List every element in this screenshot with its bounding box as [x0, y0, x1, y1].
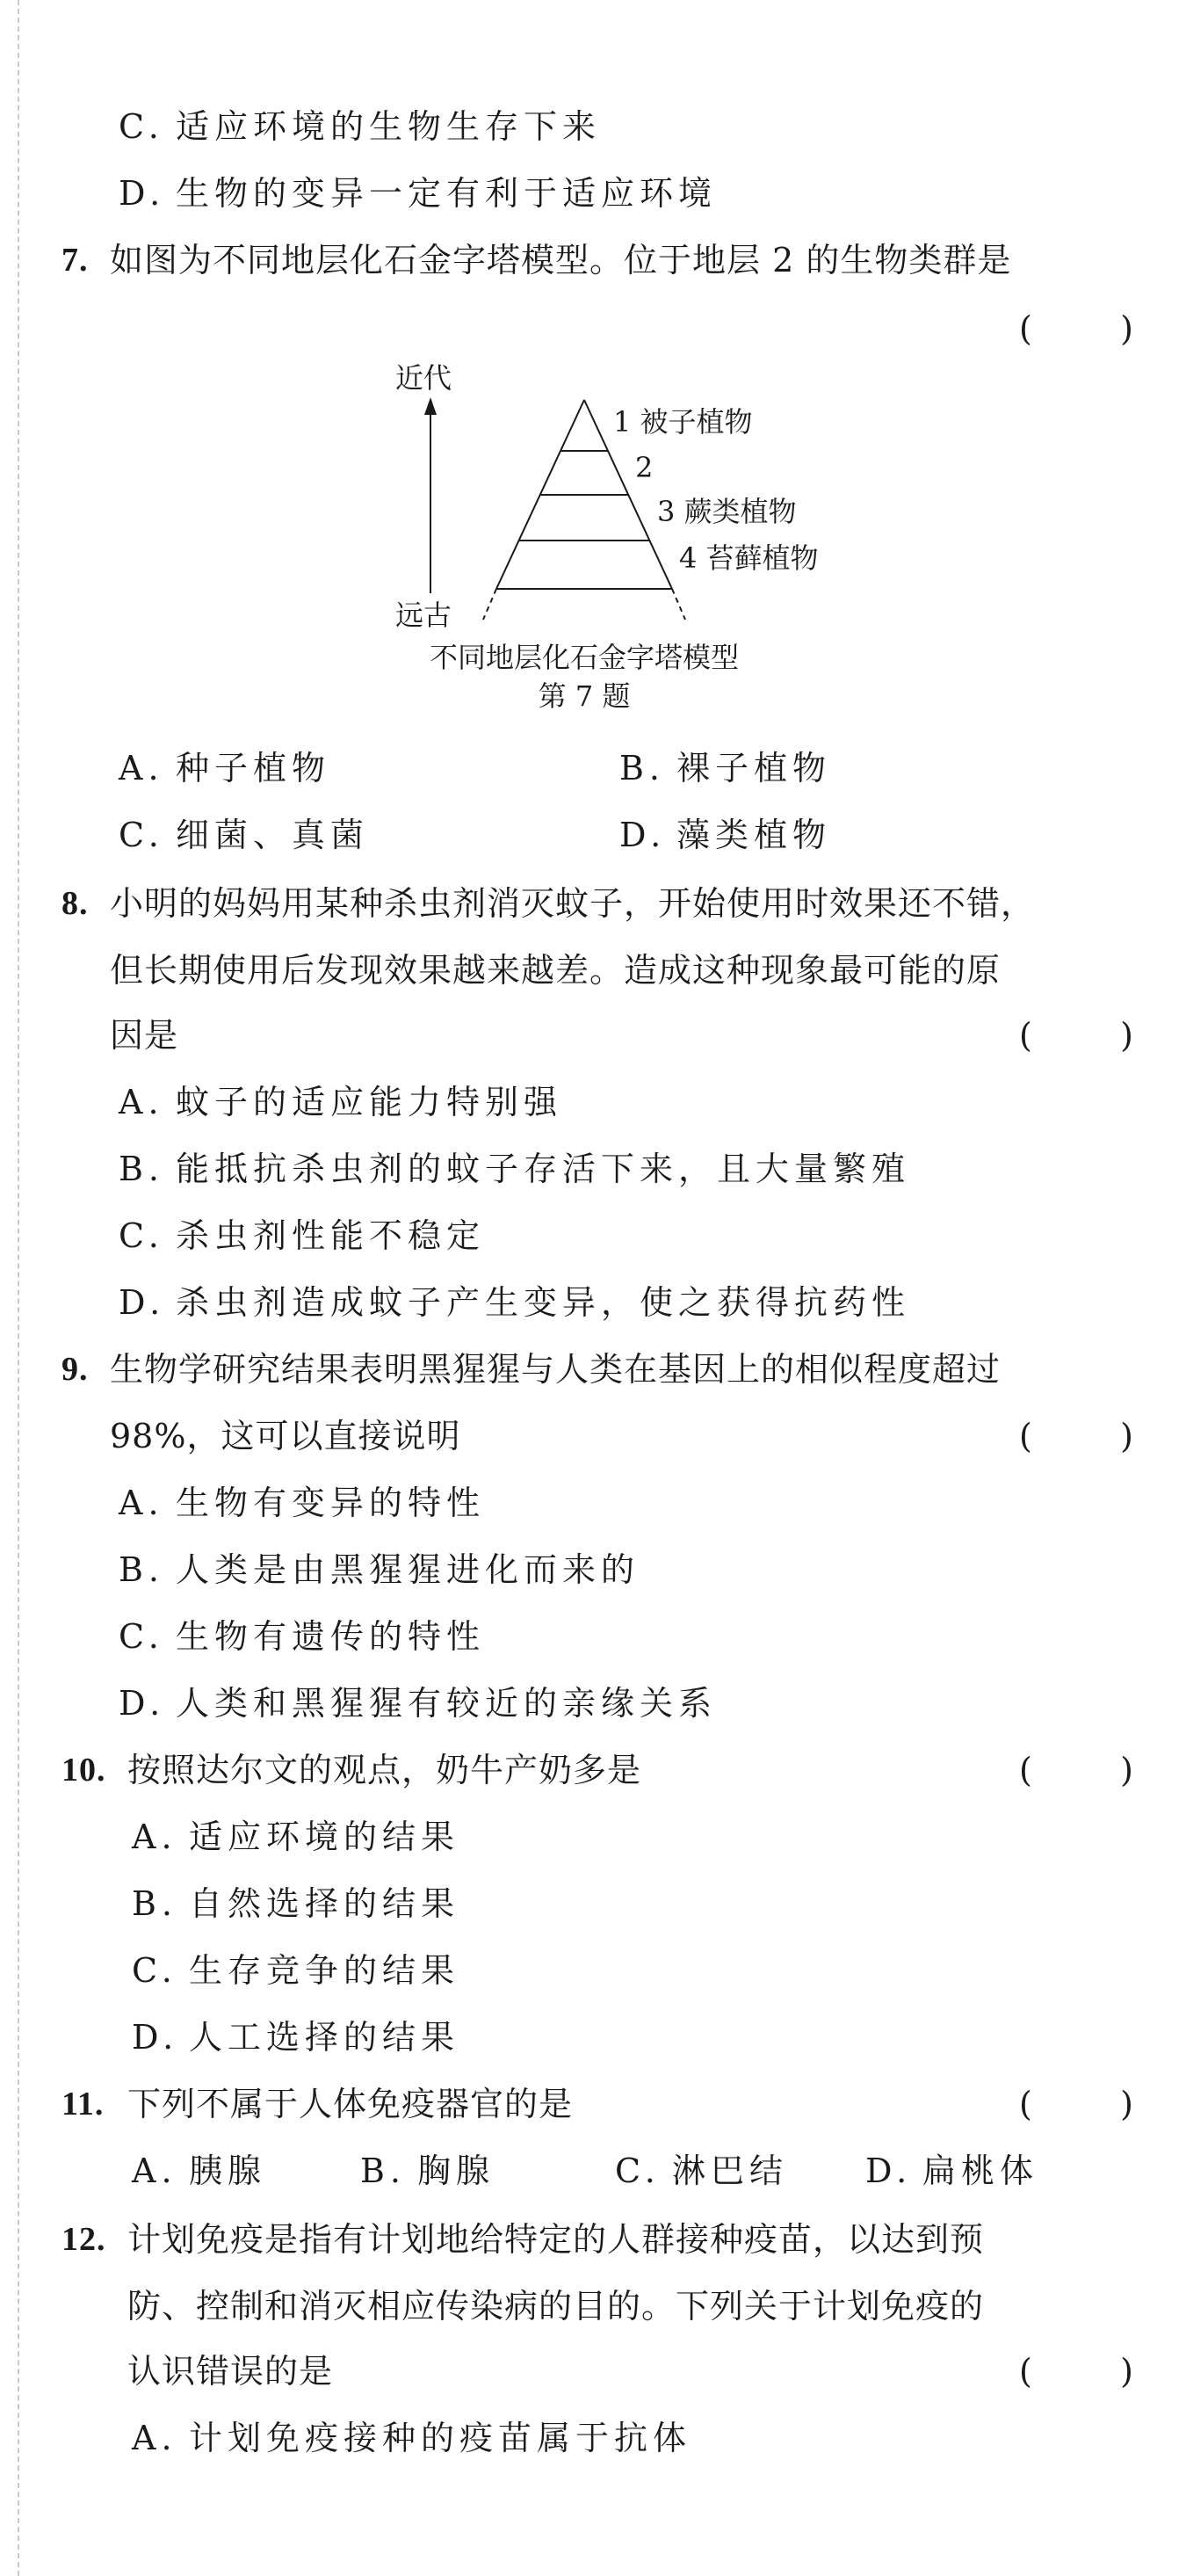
question-text: 防、控制和消灭相应传染病的目的。下列关于计划免疫的	[127, 2287, 985, 2326]
option-text: 种子植物	[176, 749, 331, 787]
q11-answer-blank[interactable]	[1019, 2081, 1133, 2127]
figure-layer-2-label: 2	[635, 451, 654, 484]
option-letter: B.	[132, 1884, 178, 1923]
option-text: 生存竞争的结果	[189, 1951, 460, 1990]
q7-answer-blank[interactable]	[1019, 306, 1133, 352]
option-text: 蚊子的适应能力特别强	[176, 1083, 563, 1121]
question-text: 但长期使用后发现效果越来越差。造成这种现象最可能的原	[110, 951, 1002, 990]
option-letter: A.	[132, 1818, 177, 1856]
question-text: 生物学研究结果表明黑猩猩与人类在基因上的相似程度超过	[110, 1350, 1002, 1389]
option-text: 裸子植物	[676, 749, 832, 787]
option-text: 胰腺	[189, 2152, 267, 2190]
question-number: 10.	[61, 1752, 106, 1789]
option-text: 生物的变异一定有利于适应环境	[176, 174, 718, 213]
question-text: 98%，这可以直接说明	[110, 1417, 461, 1455]
fossil-pyramid-figure	[387, 360, 826, 729]
option-letter: D.	[119, 1684, 166, 1723]
option-letter: C.	[119, 1216, 164, 1255]
option-letter: D.	[619, 816, 667, 854]
figure-layer-1-label: 1 被子植物	[613, 405, 753, 439]
option-text: 人类和黑猩猩有较近的亲缘关系	[176, 1684, 718, 1723]
option-text: 人工选择的结果	[189, 2018, 460, 2057]
option-letter: A.	[132, 2152, 177, 2190]
question-text: 计划免疫是指有计划地给特定的人群接种疫苗，以达到预	[127, 2220, 985, 2259]
option-letter: D.	[865, 2152, 913, 2190]
paren-close: )	[1120, 309, 1133, 348]
option-text: 细菌、真菌	[176, 816, 370, 854]
option-text: 能抵抗杀虫剂的蚊子存活下来，且大量繁殖	[176, 1150, 911, 1188]
question-text: 因是	[110, 1016, 179, 1055]
figure-title: 不同地层化石金字塔模型	[429, 641, 739, 674]
paren-close: )	[1120, 2085, 1133, 2123]
option-text: 自然选择的结果	[189, 1884, 460, 1923]
option-text: 人类是由黑猩猩进化而来的	[176, 1550, 640, 1589]
question-number: 11.	[61, 2086, 105, 2122]
option-letter: C.	[119, 1617, 164, 1656]
paren-open: (	[1019, 309, 1032, 348]
figure-layer-4-label: 4 苔藓植物	[679, 541, 819, 575]
paren-close: )	[1120, 1417, 1133, 1455]
q9-answer-blank[interactable]	[1019, 1413, 1133, 1459]
option-letter: C.	[119, 816, 164, 854]
paren-open: (	[1019, 2352, 1032, 2391]
option-text: 扁桃体	[922, 2152, 1039, 2190]
option-letter: A.	[119, 749, 164, 787]
paren-close: )	[1120, 1751, 1133, 1789]
q10-answer-blank[interactable]	[1019, 1747, 1133, 1793]
option-text: 计划免疫接种的疫苗属于抗体	[189, 2419, 692, 2457]
paren-open: (	[1019, 2085, 1032, 2123]
question-number: 12.	[61, 2221, 106, 2258]
paren-open: (	[1019, 1016, 1032, 1055]
question-text: 小明的妈妈用某种杀虫剂消灭蚊子，开始使用时效果还不错，	[110, 884, 1036, 923]
option-text: 杀虫剂性能不稳定	[176, 1216, 486, 1255]
option-letter: C.	[132, 1951, 177, 1990]
option-letter: D.	[119, 174, 166, 213]
option-letter: B.	[119, 1150, 165, 1188]
option-letter: D.	[132, 2018, 179, 2057]
option-letter: B.	[619, 749, 666, 787]
q12-answer-blank[interactable]	[1019, 2348, 1133, 2394]
figure-caption: 第 7 题	[538, 679, 631, 713]
pyramid-left-dashed	[483, 589, 496, 620]
figure-layer-3-label: 3 蕨类植物	[657, 495, 797, 528]
figure-label-ancient: 远古	[395, 599, 452, 632]
option-letter: A.	[132, 2419, 177, 2457]
question-text: 认识错误的是	[127, 2352, 334, 2391]
option-text: 淋巴结	[672, 2152, 789, 2190]
option-text: 胸腺	[417, 2152, 495, 2190]
arrow-head-icon	[424, 397, 437, 415]
option-text: 生物有变异的特性	[176, 1484, 486, 1522]
option-letter: C.	[615, 2152, 661, 2190]
option-letter: A.	[119, 1484, 164, 1522]
option-text: 生物有遗传的特性	[176, 1617, 486, 1656]
option-letter: A.	[119, 1083, 164, 1121]
question-number: 7.	[61, 242, 89, 279]
paren-close: )	[1120, 2352, 1133, 2391]
option-text: 适应环境的生物生存下来	[176, 107, 602, 146]
question-text: 按照达尔文的观点，奶牛产奶多是	[127, 1751, 642, 1789]
paren-open: (	[1019, 1417, 1032, 1455]
question-number: 9.	[61, 1351, 89, 1388]
pyramid-right-dashed	[672, 589, 685, 620]
option-text: 藻类植物	[676, 816, 832, 854]
option-letter: B.	[119, 1550, 165, 1589]
question-number: 8.	[61, 885, 89, 922]
option-text: 杀虫剂造成蚊子产生变异，使之获得抗药性	[176, 1283, 911, 1322]
paren-open: (	[1019, 1751, 1032, 1789]
q8-answer-blank[interactable]	[1019, 1012, 1133, 1058]
paren-close: )	[1120, 1016, 1133, 1055]
figure-label-modern: 近代	[395, 361, 452, 395]
option-letter: D.	[119, 1283, 166, 1322]
question-text: 如图为不同地层化石金字塔模型。位于地层 2 的生物类群是	[110, 241, 1012, 279]
option-letter: B.	[360, 2152, 407, 2190]
question-text: 下列不属于人体免疫器官的是	[127, 2085, 574, 2123]
option-letter: C.	[119, 107, 164, 146]
option-text: 适应环境的结果	[189, 1818, 460, 1856]
